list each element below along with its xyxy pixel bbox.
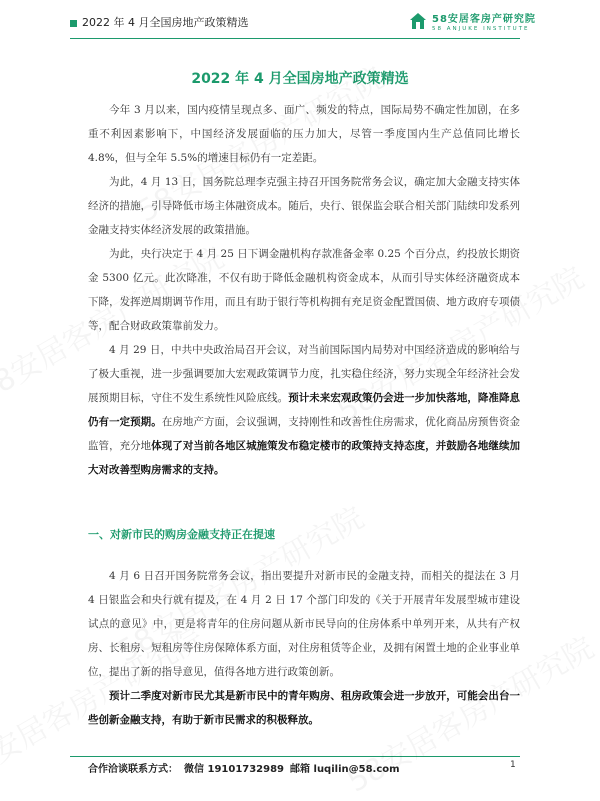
text-run: 在房地产方面，会议强调，支持刚性和改善性住房需求，优化商品房预售资金监管，充分地 — [88, 416, 521, 452]
bold-text-run: 预计未来宏观政策仍会进一步加快落地，降准降息仍有一定预期。 — [88, 392, 521, 428]
text-run: 4 月 29 日，中共中央政治局召开会议，对当前国际国内局势对中国经济造成的影响给与了极大重视，进一步强调要加大宏观政策调节力度，扎实稳住经济，努力实现全年经济社会发展预期目标，守住不发生系统性风险底线。 — [88, 344, 520, 404]
intro-paragraphs — [88, 98, 520, 482]
institute-logo — [408, 10, 536, 32]
page-header — [0, 0, 600, 46]
logo-english: 58 ANJUKE INSTITUTE — [432, 26, 530, 32]
contact-email: 邮箱 luqilin@58.com — [290, 764, 400, 775]
footer-contact — [88, 760, 406, 775]
paragraph — [88, 242, 520, 338]
paragraph — [88, 338, 520, 482]
header-title: 2022 年 4 月全国房地产政策精选 — [82, 16, 249, 29]
paragraph — [88, 98, 520, 170]
paragraph — [88, 564, 520, 684]
contact-wechat: 微信 19101732989 — [184, 764, 285, 775]
text-run: 4 月 6 日召开国务院常务会议，指出要提升对新市民的金融支持，而相关的提法在 3 月 4 日银监会和央行就有提及，在 4 月 2 日 17 个部门印发的《关于开展青年发展型城市建设试点的意见》中，更是将青年的住房问题从新市民导向的住房体系中单列开来，从共有产权房、长租房、短租房等住房保障体系方面，对住房租赁等企业，及拥有闲置土地的企业事业单位，提出了新的指导意见，值得各地方进行政策创新。 — [88, 570, 520, 678]
text-run: 为此，央行决定于 4 月 25 日下调金融机构存款准备金率 0.25 个百分点，约投放长期资金 5300 亿元。此次降准，不仅有助于降低金融机构资金成本，从而引导实体经济融资成本下降，发挥逆周期调节作用，而且有助于银行等机构拥有充足资金配置国债、地方政府专项债等，配合财政政策靠前发力。 — [88, 248, 520, 332]
logo-name: 58安居客房产研究院 — [432, 14, 536, 25]
footer-divider — [70, 756, 520, 757]
document-title: 2022 年 4 月全国房地产政策精选 — [191, 71, 409, 87]
page-number: 1 — [510, 760, 516, 770]
paragraph — [88, 170, 520, 242]
bold-text-run: 体现了对当前各地区城施策发布稳定楼市的政策持支持态度，并鼓励各地继续加大对改善型购房需求的支持。 — [88, 440, 521, 476]
paragraph — [88, 684, 520, 732]
header-marker — [70, 20, 77, 27]
text-run: 今年 3 月以来，国内疫情呈现点多、面广、频发的特点，国际局势不确定性加剧，在多重不利因素影响下，中国经济发展面临的压力加大，尽管一季度国内生产总值同比增长 4.8%，但与全年 5.5%的增速目标仍有一定差距。 — [88, 104, 520, 164]
bold-text-run: 预计二季度对新市民尤其是新市民中的青年购房、租房政策会进一步放开，可能会出台一些创新金融支持，有助于新市民需求的积极释放。 — [88, 690, 520, 726]
contact-label: 合作洽谈联系方式： — [88, 764, 178, 775]
header-divider — [70, 38, 520, 39]
text-run: 为此，4 月 13 日，国务院总理李克强主持召开国务院常务会议，确定加大金融支持实体经济的措施，引导降低市场主体融资成本。随后，央行、银保监会联合相关部门陆续印发系列金融支持实体经济发展的政策措施。 — [88, 176, 520, 236]
section-paragraphs — [88, 564, 520, 732]
section-title: 一、对新市民的购房金融支持正在提速 — [88, 528, 275, 541]
house-logo-icon — [408, 11, 428, 31]
